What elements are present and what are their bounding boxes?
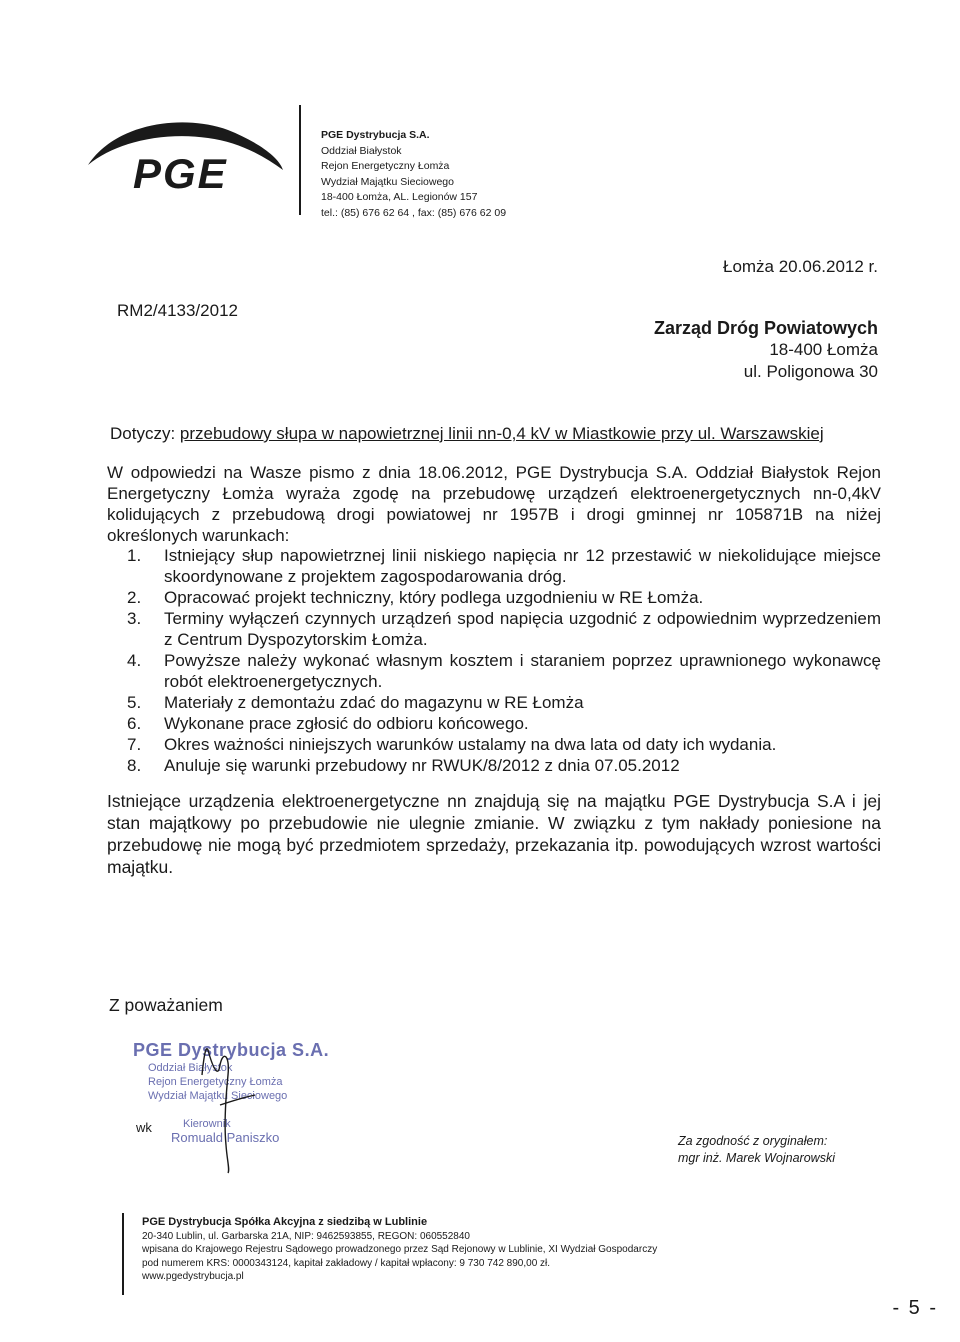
sender-phone: tel.: (85) 676 62 64 , fax: (85) 676 62 09 (321, 206, 507, 219)
stamp-department: Wydział Majątku Sieciowego (148, 1090, 288, 1102)
certified-copy-note (678, 1133, 835, 1167)
recipient-street: ul. Poligonowa 30 (743, 362, 878, 381)
stamp-position: Kierownik (183, 1118, 231, 1130)
recipient-city: 18-400 Łomża (769, 340, 878, 359)
sender-region: Rejon Energetyczny Łomża (321, 160, 450, 172)
certified-line2: mgr inż. Marek Wojnarowski (678, 1151, 835, 1165)
footer-company-info (142, 1216, 657, 1284)
pge-logo (78, 110, 288, 200)
signatory-prefix: wk (136, 1120, 152, 1135)
handwritten-signature (190, 1035, 270, 1175)
condition-number: 5. (127, 693, 142, 712)
condition-number: 8. (127, 756, 142, 775)
header-divider (299, 105, 301, 215)
condition-text: Anuluje się warunki przebudowy nr RWUK/8/2012 z dnia 07.05.2012 (164, 756, 680, 775)
condition-text: Istniejący słup napowietrznej linii niskiego napięcia nr 12 przestawić w niekolidujące miejsce skoordynowane z projektem zagospodarowania dróg. (164, 546, 881, 586)
condition-number: 2. (127, 588, 142, 607)
condition-item (127, 734, 881, 755)
sender-department: Wydział Majątku Sieciowego (321, 175, 454, 188)
intro-paragraph: W odpowiedzi na Wasze pismo z dnia 18.06.2012, PGE Dystrybucja S.A. Oddział Białystok Rejon Energetyczny Łomża wyraża zgodę na przebudowę urządzeń elektroenergetycznych nn-0,4kV kolidujących z przebudową drogi powiatowej nr 1957B i drogi gminnej nr 105871B na niżej określonych warunkach: (107, 463, 881, 545)
condition-text: Terminy wyłączeń czynnych urządzeń spod napięcia uzgodnić z odpowiednim wyprzedzeniem z Centrum Dyspozytorskim Łomża. (164, 609, 881, 649)
condition-text: Okres ważności niniejszych warunków ustalamy na dwa lata od daty ich wydania. (164, 735, 777, 754)
condition-text: Wykonane prace zgłosić do odbioru końcowego. (164, 714, 529, 733)
footer-address: 20-340 Lublin, ul. Garbarska 21A, NIP: 9462593855, REGON: 060552840 (142, 1230, 470, 1242)
logo-text: PGE (133, 150, 228, 197)
sender-street: 18-400 Łomża, AL. Legionów 157 (321, 191, 478, 203)
conditions-list (127, 545, 881, 776)
condition-number: 7. (127, 735, 142, 754)
condition-item (127, 650, 881, 692)
condition-item (127, 545, 881, 587)
sender-address (321, 128, 506, 221)
stamp-person: Romuald Paniszko (171, 1130, 280, 1145)
stamp-branch: Oddział Białystok (148, 1062, 233, 1074)
subject-line (110, 424, 880, 444)
certified-line1: Za zgodność z oryginałem: (678, 1134, 828, 1148)
condition-item (127, 587, 881, 608)
sender-company: PGE Dystrybucja S.A. (321, 129, 430, 141)
regards: Z poważaniem (109, 995, 223, 1015)
stamp-region: Rejon Energetyczny Łomża (148, 1076, 283, 1088)
condition-item (127, 692, 881, 713)
footer-divider (122, 1213, 124, 1295)
reference-number: RM2/4133/2012 (117, 301, 238, 320)
subject-text: przebudowy słupa w napowietrznej linii nn-0,4 kV w Miastkowie przy ul. Warszawskiej (179, 424, 824, 443)
condition-item (127, 713, 881, 734)
condition-text: Opracować projekt techniczny, który podlega uzgodnieniu w RE Łomża. (164, 588, 704, 607)
condition-item (127, 608, 881, 650)
footer-website: www.pgedystrybucja.pl (142, 1271, 244, 1282)
recipient-name: Zarząd Dróg Powiatowych (653, 318, 878, 338)
stamp-company: PGE Dystrybucja S.A. (133, 1040, 330, 1060)
page-number: - 5 - (892, 1297, 938, 1319)
recipient-address (654, 317, 878, 383)
footer-krs: pod numerem KRS: 0000343124, kapitał zakładowy / kapitał wpłacony: 9 730 742 890,00 zł. (142, 1257, 551, 1269)
condition-text: Powyższe należy wykonać własnym kosztem i staraniem poprzez uprawnionego wykonawcę robót elektroenergetycznych. (164, 651, 881, 691)
condition-number: 3. (127, 609, 142, 628)
footer-registry: wpisana do Krajowego Rejestru Sądowego prowadzonego przez Sąd Rejonowy w Lublinie, XI Wydział Gospodarczy (142, 1244, 658, 1255)
sender-branch: Oddział Białystok (321, 144, 402, 157)
condition-number: 4. (127, 651, 142, 670)
place-date: Łomża 20.06.2012 r. (722, 257, 878, 276)
footer-company-name: PGE Dystrybucja Spółka Akcyjna z siedzibą w Lublinie (142, 1216, 428, 1228)
condition-text: Materiały z demontażu zdać do magazynu w RE Łomża (164, 693, 584, 712)
subject-label: Dotyczy: (110, 424, 176, 443)
condition-number: 1. (127, 546, 142, 565)
condition-number: 6. (127, 714, 142, 733)
condition-item (127, 755, 881, 776)
closing-paragraph: Istniejące urządzenia elektroenergetyczne nn znajdują się na majątku PGE Dystrybucja S.A i jej stan majątkowy po przebudowie nie ulegnie zmianie. W związku z tym nakłady poniesione na przebudowę nie mogą być przedmiotem sprzedaży, przekazania itp. powodujących wzrost wartości majątku. (107, 791, 881, 877)
